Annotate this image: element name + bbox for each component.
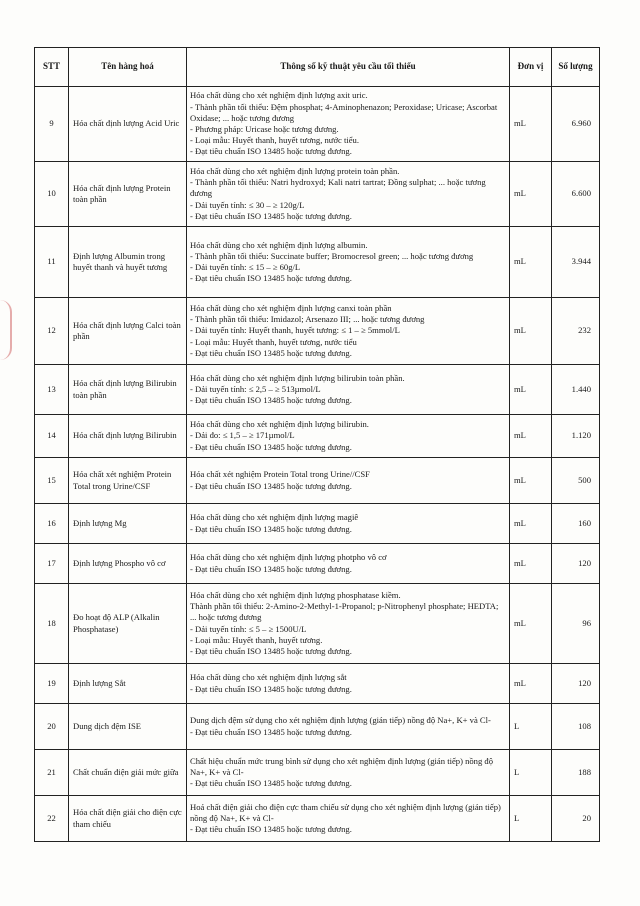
cell-quantity: 160 [552,504,600,544]
spec-line: - Thành phần tối thiểu: Natri hydroxyd; Kali natri tartrat; Đồng sulphat; ... hoặc tương đương [190,177,486,199]
cell-item-name: Định lượng Albumin trong huyết thanh và huyết tương [69,227,187,298]
spec-line: - Đạt tiêu chuẩn ISO 13485 hoặc tương đương. [190,563,352,574]
spec-line: Hóa chất dùng cho xét nghiệm định lượng axit uric. [190,90,368,101]
cell-stt: 21 [35,750,69,796]
table-row [35,227,600,298]
spec-line: Hóa chất dùng cho xét nghiệm định lượng bilirubin toàn phần. [190,372,405,383]
cell-stt: 9 [35,87,69,162]
spec-line: - Thành phần tối thiểu: Đệm phosphat; 4-Aminophenazon; Peroxidase; Uricase; Ascorbat Oxidase; ... hoặc tương đương [190,101,498,123]
table-row [35,415,600,458]
cell-item-name: Hóa chất định lượng Acid Uric [69,87,187,162]
spec-line: - Đạt tiêu chuẩn ISO 13485 hoặc tương đương. [190,210,352,221]
cell-spec [187,664,510,704]
cell-spec [187,704,510,750]
cell-quantity: 1.440 [552,365,600,415]
cell-item-name: Định lượng Phospho vô cơ [69,544,187,584]
cell-spec [187,415,510,458]
cell-item-name: Định lượng Sắt [69,664,187,704]
spec-line: - Đạt tiêu chuẩn ISO 13485 hoặc tương đương. [190,645,352,656]
cell-unit: mL [510,415,552,458]
cell-item-name: Chất chuẩn điện giải mức giữa [69,750,187,796]
spec-line: - Dải tuyến tính: ≤ 2,5 – ≥ 513µmol/L [190,383,321,394]
cell-unit: mL [510,544,552,584]
cell-unit: mL [510,227,552,298]
spec-line: Hóa chất dùng cho xét nghiệm định lượng canxi toàn phần [190,302,392,313]
header-stt: STT [35,48,69,87]
cell-quantity: 108 [552,704,600,750]
cell-unit: mL [510,584,552,664]
specification-table [34,47,600,842]
spec-line: Hóa chất xét nghiệm Protein Total trong Urine//CSF [190,469,370,480]
spec-line: Hóa chất dùng cho xét nghiệm định lượng sắt [190,672,347,683]
cell-quantity: 120 [552,544,600,584]
spec-line: Thành phần tối thiểu: 2-Amino-2-Methyl-1-Propanol; p-Nitrophenyl phosphate; HEDTA; ... hoặc tương đương [190,601,499,623]
cell-stt: 14 [35,415,69,458]
spec-line: - Đạt tiêu chuẩn ISO 13485 hoặc tương đương. [190,523,352,534]
table-row [35,584,600,664]
cell-quantity: 232 [552,298,600,365]
cell-spec [187,298,510,365]
spec-line: - Đạt tiêu chuẩn ISO 13485 hoặc tương đương. [190,146,352,157]
cell-quantity: 96 [552,584,600,664]
spec-line: - Dải đo: ≤ 1,5 – ≥ 171µmol/L [190,430,295,441]
spec-line: - Loại mẫu: Huyết thanh, huyết tương, nước tiểu [190,336,357,347]
cell-quantity: 120 [552,664,600,704]
spec-line: - Dải tuyến tính: ≤ 5 – ≥ 1500U/L [190,623,307,634]
table-row [35,796,600,842]
table-row [35,162,600,227]
cell-stt: 12 [35,298,69,365]
cell-spec [187,87,510,162]
spec-line: - Đạt tiêu chuẩn ISO 13485 hoặc tương đương. [190,824,352,835]
cell-item-name: Hóa chất định lượng Bilirubin toàn phần [69,365,187,415]
cell-quantity: 1.120 [552,415,600,458]
stamp-edge [0,300,12,360]
cell-item-name: Định lượng Mg [69,504,187,544]
header-spec: Thông số kỹ thuật yêu cầu tối thiểu [187,48,510,87]
spec-line: - Dải tuyến tính: ≤ 30 – ≥ 120g/L [190,199,305,210]
table-row [35,544,600,584]
cell-spec [187,796,510,842]
header-unit: Đơn vị [510,48,552,87]
cell-unit: mL [510,365,552,415]
cell-item-name: Dung dịch đệm ISE [69,704,187,750]
cell-quantity: 6.960 [552,87,600,162]
spec-line: - Loại mẫu: Huyết thanh, huyết tương. [190,634,323,645]
cell-stt: 15 [35,458,69,504]
cell-spec [187,544,510,584]
spec-line: - Đạt tiêu chuẩn ISO 13485 hoặc tương đương. [190,480,352,491]
cell-stt: 20 [35,704,69,750]
header-qty: Số lượng [552,48,600,87]
spec-line: - Dải tuyến tính: ≤ 15 – ≥ 60g/L [190,262,301,272]
cell-quantity: 6.600 [552,162,600,227]
spec-line: - Đạt tiêu chuẩn ISO 13485 hoặc tương đương. [190,778,352,789]
cell-stt: 17 [35,544,69,584]
cell-unit: mL [510,458,552,504]
table-row [35,298,600,365]
cell-quantity: 500 [552,458,600,504]
cell-spec [187,365,510,415]
cell-stt: 10 [35,162,69,227]
cell-unit: mL [510,664,552,704]
table-row [35,504,600,544]
cell-unit: mL [510,162,552,227]
cell-unit: mL [510,87,552,162]
cell-item-name: Hóa chất điện giải cho điện cực tham chiếu [69,796,187,842]
cell-unit: mL [510,298,552,365]
table-header-row [35,48,600,87]
cell-item-name: Đo hoạt độ ALP (Alkalin Phosphatase) [69,584,187,664]
cell-spec [187,458,510,504]
cell-item-name: Hóa chất định lượng Protein toàn phần [69,162,187,227]
spec-line: - Loại mẫu: Huyết thanh, huyết tương, nước tiểu. [190,135,359,146]
cell-quantity: 188 [552,750,600,796]
cell-stt: 19 [35,664,69,704]
spec-line: - Đạt tiêu chuẩn ISO 13485 hoặc tương đương. [190,395,352,406]
cell-quantity: 20 [552,796,600,842]
cell-unit: mL [510,504,552,544]
cell-item-name: Hóa chất định lượng Calci toàn phần [69,298,187,365]
table-row [35,87,600,162]
cell-unit: L [510,796,552,842]
cell-spec [187,504,510,544]
cell-item-name: Hóa chất xét nghiệm Protein Total trong Urine/CSF [69,458,187,504]
table-row [35,704,600,750]
spec-line: - Đạt tiêu chuẩn ISO 13485 hoặc tương đương. [190,441,352,452]
table-row [35,365,600,415]
cell-stt: 22 [35,796,69,842]
cell-spec [187,162,510,227]
cell-stt: 11 [35,227,69,298]
cell-spec [187,227,510,298]
spec-line: - Đạt tiêu chuẩn ISO 13485 hoặc tương đương. [190,726,352,737]
spec-line: - Đạt tiêu chuẩn ISO 13485 hoặc tương đương. [190,273,352,284]
table-row [35,458,600,504]
cell-unit: L [510,704,552,750]
table-row [35,664,600,704]
spec-line: Hoá chất điện giải cho điện cực tham chiếu sử dụng cho xét nghiệm định lượng (gián tiếp) nồng độ Na+, K+ và Cl- [190,801,501,823]
cell-quantity: 3.944 [552,227,600,298]
spec-line: - Dải tuyến tính: Huyết thanh, huyết tương: ≤ 1 – ≥ 5mmol/L [190,325,400,336]
spec-line: - Đạt tiêu chuẩn ISO 13485 hoặc tương đương. [190,347,352,358]
spec-line: Hóa chất dùng cho xét nghiệm định lượng albumin. [190,239,368,250]
table-row [35,750,600,796]
spec-line: - Đạt tiêu chuẩn ISO 13485 hoặc tương đương. [190,683,352,694]
spec-line: Dung dịch đệm sử dụng cho xét nghiệm định lượng (gián tiếp) nồng độ Na+, K+ và Cl- [190,715,491,726]
spec-line: Chất hiệu chuẩn mức trung bình sử dụng cho xét nghiệm định lượng (gián tiếp) nồng độ Na+, K+ và Cl- [190,755,494,777]
cell-stt: 13 [35,365,69,415]
header-name: Tên hàng hoá [69,48,187,87]
spec-line: Hóa chất dùng cho xét nghiệm định lượng protein toàn phần. [190,165,400,176]
cell-unit: L [510,750,552,796]
cell-spec [187,750,510,796]
cell-spec [187,584,510,664]
spec-line: - Thành phần tối thiểu: Succinate buffer; Bromocresol green; ... hoặc tương đương [190,250,474,261]
cell-stt: 16 [35,504,69,544]
cell-item-name: Hóa chất định lượng Bilirubin [69,415,187,458]
spec-line: - Thành phần tối thiểu: Imidazol; Arsenazo III; ... hoặc tương đương [190,314,425,325]
spec-line: Hóa chất dùng cho xét nghiệm định lượng magiê [190,512,359,523]
spec-line: Hóa chất dùng cho xét nghiệm định lượng photpho vô cơ [190,552,387,563]
spec-line: Hóa chất dùng cho xét nghiệm định lượng phosphatase kiềm. [190,589,401,600]
cell-stt: 18 [35,584,69,664]
spec-line: - Phương pháp: Uricase hoặc tương đương. [190,124,339,134]
spec-line: Hóa chất dùng cho xét nghiệm định lượng bilirubin. [190,419,369,430]
